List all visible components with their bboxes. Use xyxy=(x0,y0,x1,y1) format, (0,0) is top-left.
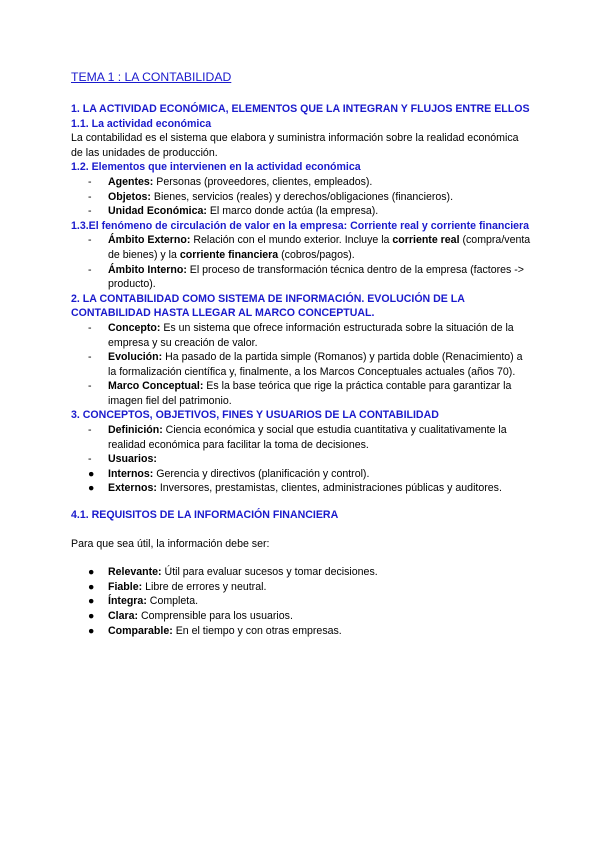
section-3-heading: 3. CONCEPTOS, OBJETIVOS, FINES Y USUARIOS DE LA CONTABILIDAD xyxy=(71,409,439,422)
value-circulation-list xyxy=(71,233,531,291)
item-text: El proceso de transformación técnica dentro de la empresa (factores -> producto). xyxy=(108,263,524,291)
list-item xyxy=(71,204,531,219)
item-text: (compra/venta de bienes) y la xyxy=(108,234,531,261)
list-item xyxy=(71,263,531,292)
item-text: Es un sistema que ofrece información estructurada sobre la situación de la empresa y su creación de valor. xyxy=(108,321,514,349)
item-label: Agentes: xyxy=(108,175,154,188)
list-item xyxy=(71,175,531,190)
list-item xyxy=(71,594,531,609)
item-label: Comparable: xyxy=(108,624,173,637)
bullet-marker: ● xyxy=(88,566,95,579)
item-label: Internos: xyxy=(108,467,154,480)
item-label: Objetos: xyxy=(108,190,151,203)
list-item xyxy=(71,452,531,467)
dash-marker: - xyxy=(88,351,92,364)
section-1-3-heading: 1.3.El fenómeno de circulación de valor en la empresa: Corriente real y corriente financiera xyxy=(71,219,530,232)
item-text: Gerencia y directivos (planificación y control). xyxy=(153,467,370,480)
item-text: Libre de errores y neutral. xyxy=(142,580,267,593)
section-4-1-heading: 4.1. REQUISITOS DE LA INFORMACIÓN FINANCIERA xyxy=(71,509,339,522)
spacer xyxy=(71,523,531,537)
item-label: Marco Conceptual: xyxy=(108,380,204,393)
item-text: Personas (proveedores, clientes, empleados). xyxy=(153,175,373,188)
item-label: Usuarios: xyxy=(108,453,157,466)
item-text: El marco donde actúa (la empresa). xyxy=(206,205,379,218)
list-item xyxy=(71,565,531,580)
list-item xyxy=(71,609,531,624)
item-bold-term: corriente financiera xyxy=(179,248,279,261)
item-text: Relación con el mundo exterior. Incluye la xyxy=(190,234,393,247)
document-content xyxy=(71,69,531,638)
item-label: Ámbito Externo: xyxy=(108,234,191,247)
bullet-marker: ● xyxy=(88,610,95,622)
item-label: Fiable: xyxy=(108,580,143,593)
list-item xyxy=(71,190,531,205)
item-label: Clara: xyxy=(108,610,139,622)
dash-marker: - xyxy=(88,453,92,466)
requirements-list xyxy=(71,565,531,638)
list-item xyxy=(71,467,531,482)
bullet-marker: ● xyxy=(88,467,95,480)
item-label: Relevante: xyxy=(108,566,162,579)
item-label: Externos: xyxy=(108,482,157,495)
list-item xyxy=(71,481,531,496)
item-text: (cobros/pagos). xyxy=(278,248,355,261)
dash-marker: - xyxy=(88,190,92,203)
list-item xyxy=(71,624,531,639)
item-label: Íntegra: xyxy=(108,595,147,608)
section-4-1-intro: Para que sea útil, la información debe ser: xyxy=(71,537,270,550)
item-text: Útil para evaluar sucesos y tomar decisiones. xyxy=(161,566,378,579)
spacer xyxy=(71,551,531,565)
section-1-1-heading: 1.1. La actividad económica xyxy=(71,117,212,130)
item-bold-term: corriente real xyxy=(392,234,460,247)
item-text: Completa. xyxy=(146,595,199,608)
item-label: Concepto: xyxy=(108,321,161,334)
item-label: Unidad Económica: xyxy=(108,205,207,218)
item-text: Ha pasado de la partida simple (Romanos) y partida doble (Renacimiento) a la formalización científica y, finalmente, a los Marcos Conceptuales actuales (años 70). xyxy=(108,351,523,378)
list-item xyxy=(71,379,531,408)
bullet-marker: ● xyxy=(88,580,95,593)
section-1-2-heading: 1.2. Elementos que intervienen en la actividad económica xyxy=(71,161,361,174)
dash-marker: - xyxy=(88,380,92,393)
item-text: Inversores, prestamistas, clientes, administraciones públicas y auditores. xyxy=(156,482,502,495)
bullet-marker: ● xyxy=(88,624,95,637)
document-title: TEMA 1 : LA CONTABILIDAD xyxy=(71,70,232,84)
spacer xyxy=(71,496,531,508)
elements-list xyxy=(71,175,531,219)
concepts-list xyxy=(71,423,531,496)
item-text: Bienes, servicios (reales) y derechos/obligaciones (financieros). xyxy=(150,190,454,203)
item-text: Es la base teórica que rige la práctica contable para garantizar la imagen fiel del patrimonio. xyxy=(108,380,512,407)
dash-marker: - xyxy=(88,175,92,188)
section-1-heading: 1. LA ACTIVIDAD ECONÓMICA, ELEMENTOS QUE LA INTEGRAN Y FLUJOS ENTRE ELLOS xyxy=(71,103,530,115)
section-1-1-text: La contabilidad es el sistema que elabora y suministra información sobre la realidad económica de las unidades de producción. xyxy=(71,132,519,159)
list-item xyxy=(71,233,531,262)
bullet-marker: ● xyxy=(88,595,95,608)
bullet-marker: ● xyxy=(88,482,95,495)
list-item xyxy=(71,350,531,379)
list-item xyxy=(71,321,531,350)
item-text: Ciencia económica y social que estudia cuantitativa y cualitativamente la realidad económica para facilitar la toma de decisiones. xyxy=(108,424,507,451)
item-text: En el tiempo y con otras empresas. xyxy=(172,624,342,637)
list-item xyxy=(71,423,531,452)
item-text: Comprensible para los usuarios. xyxy=(138,610,293,622)
dash-marker: - xyxy=(88,424,92,437)
dash-marker: - xyxy=(88,321,92,334)
dash-marker: - xyxy=(88,205,92,218)
item-label: Definición: xyxy=(108,424,163,437)
item-label: Ámbito Interno: xyxy=(108,263,187,276)
dash-marker: - xyxy=(88,263,92,276)
item-label: Evolución: xyxy=(108,351,163,364)
information-system-list xyxy=(71,321,531,409)
section-2-heading: 2. LA CONTABILIDAD COMO SISTEMA DE INFORMACIÓN. EVOLUCIÓN DE LA CONTABILIDAD HASTA LLEGAR AL MARCO CONCEPTUAL. xyxy=(71,292,465,320)
dash-marker: - xyxy=(88,234,92,247)
list-item xyxy=(71,580,531,595)
